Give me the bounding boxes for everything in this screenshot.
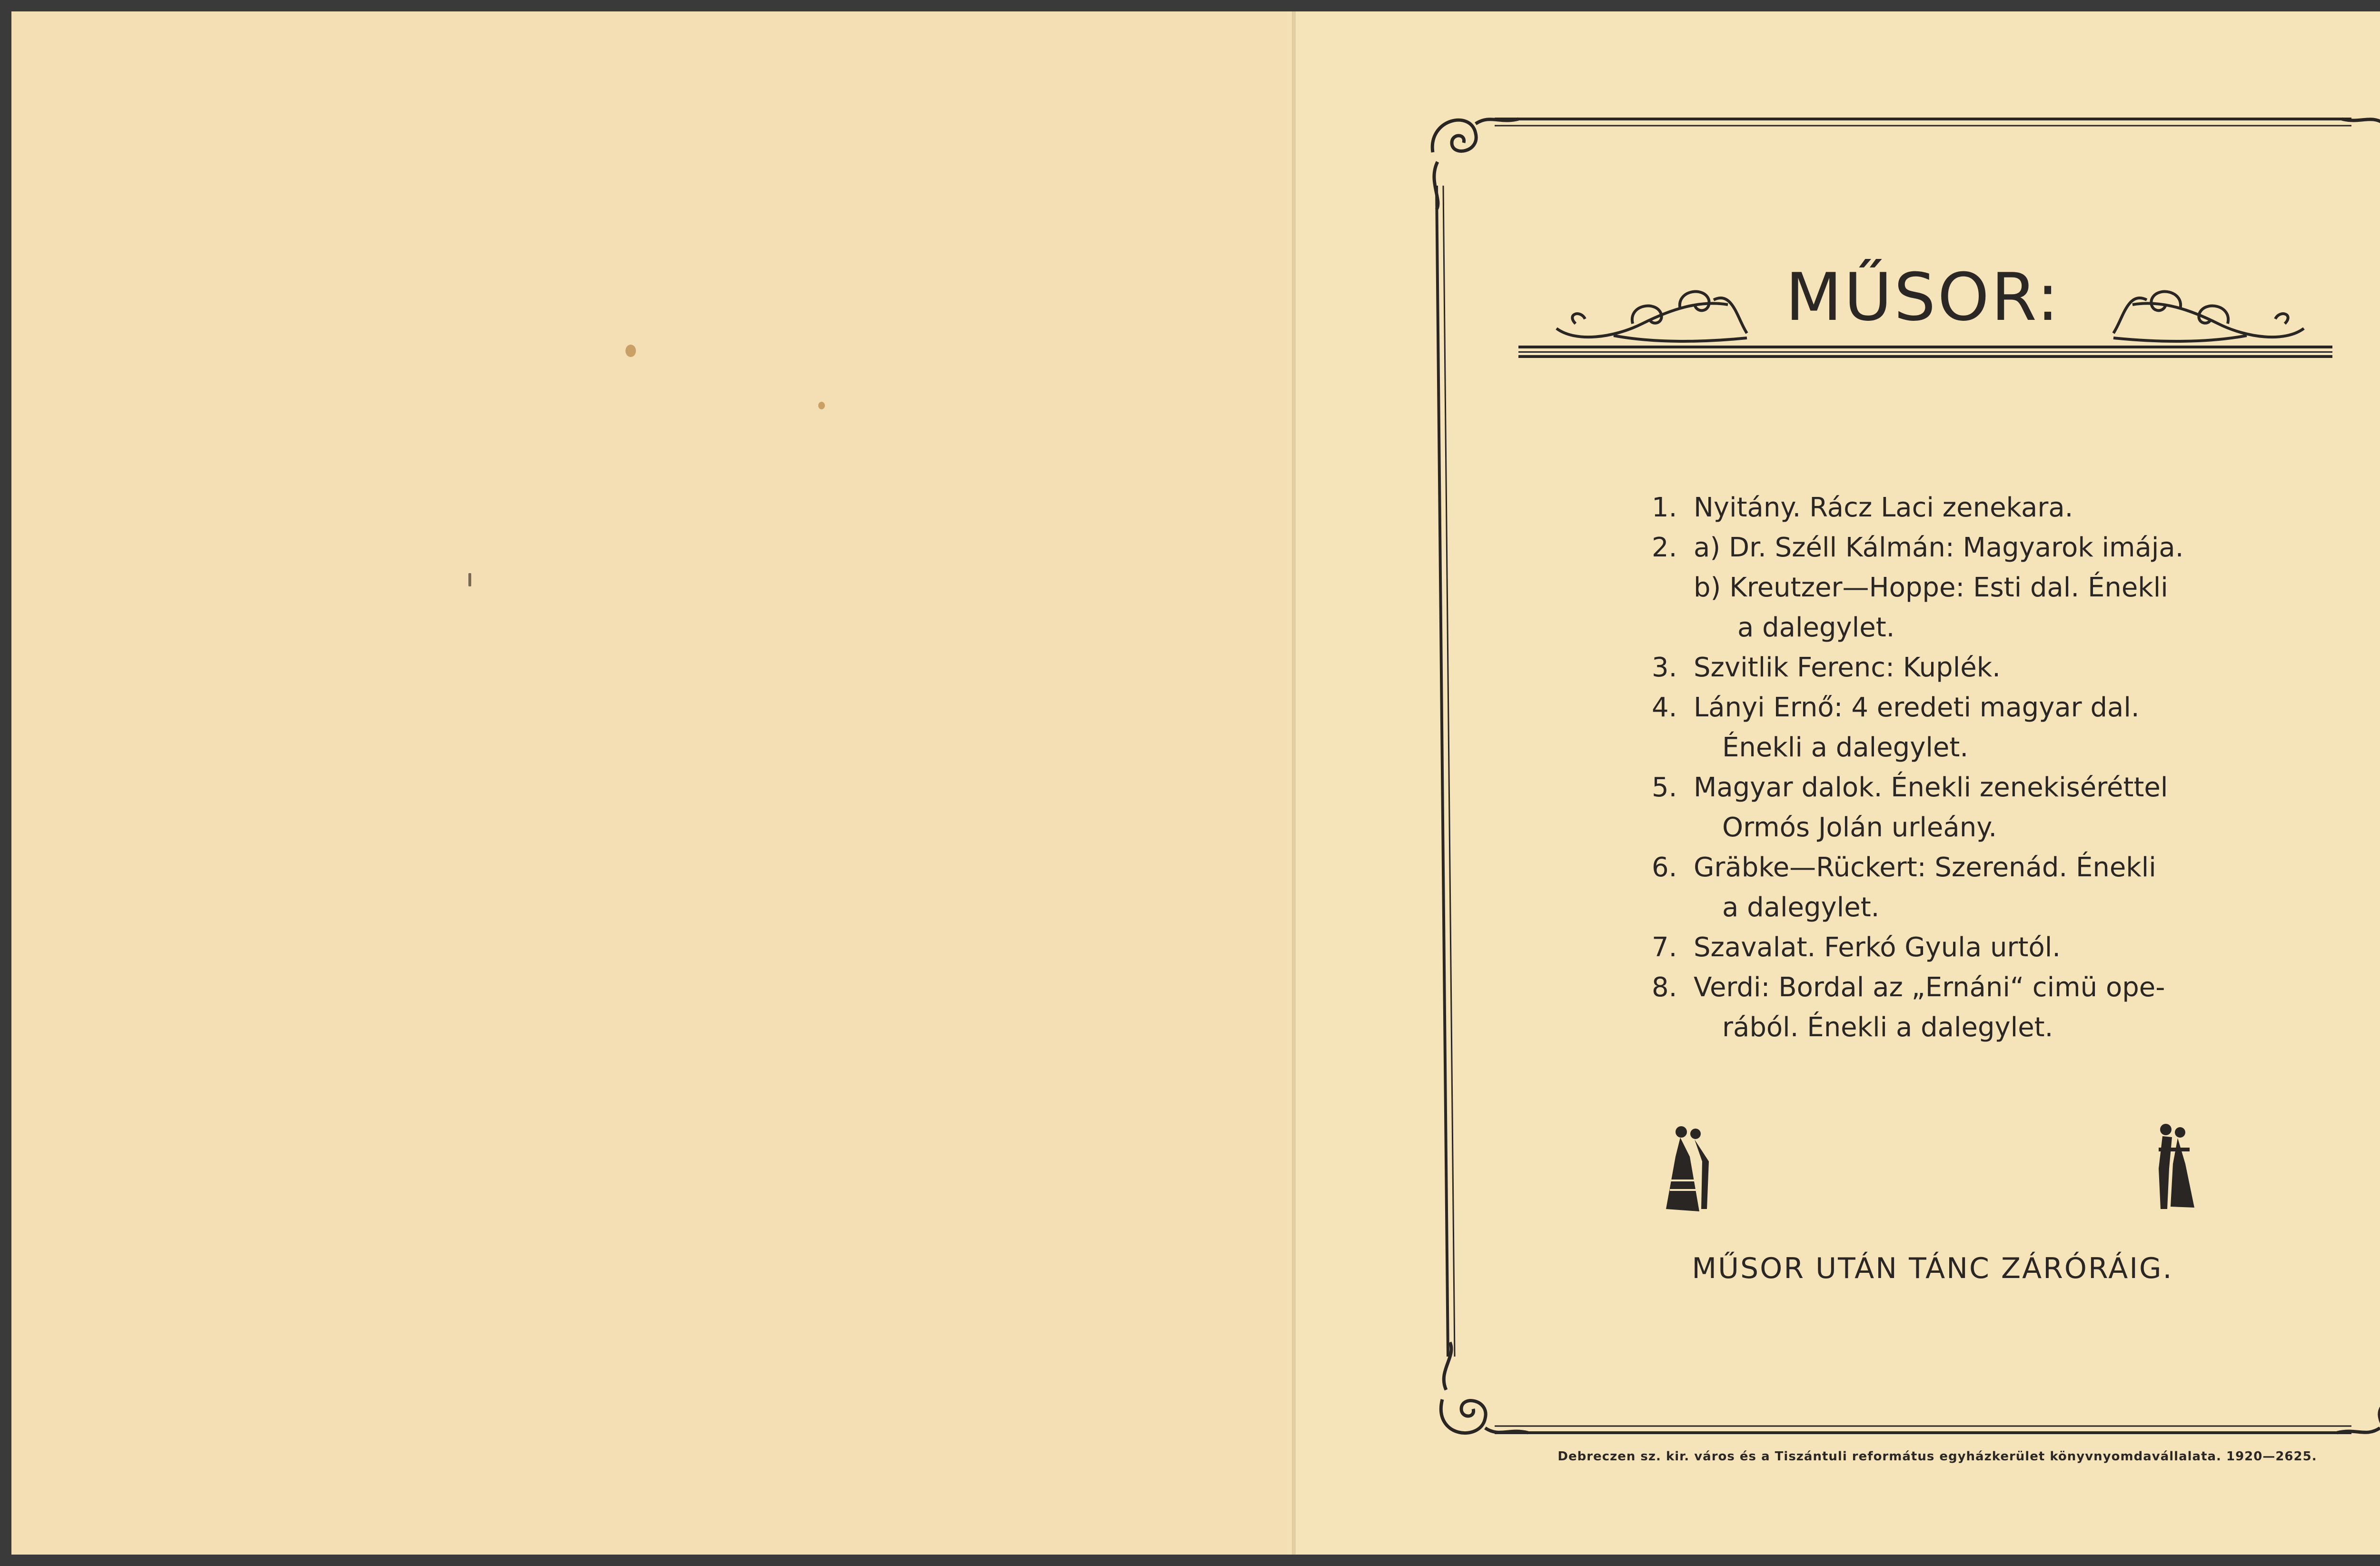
dancing-couple-icon — [1661, 1123, 1718, 1214]
item-number: 8. — [1652, 972, 1677, 1003]
after-program-note: MŰSOR UTÁN TÁNC ZÁRÓRÁIG. — [1692, 1252, 2173, 1285]
corner-ornament-top-left — [1432, 119, 1518, 209]
item-line: Nyitány. Rácz Laci zenekara. — [1694, 492, 2073, 523]
program-item — [1652, 848, 2251, 928]
program-title: MŰSOR: — [1785, 259, 2061, 336]
paper-mark — [468, 573, 471, 586]
dancing-couple-icon — [2144, 1121, 2202, 1211]
item-number: 7. — [1652, 932, 1677, 963]
item-line: a dalegylet. — [1722, 892, 1880, 923]
ornament-right-icon — [2113, 292, 2304, 341]
item-number: 5. — [1652, 772, 1677, 803]
item-line: Énekli a dalegylet. — [1722, 732, 1969, 763]
ornament-left-icon — [1557, 292, 1747, 341]
item-line: rából. Énekli a dalegylet. — [1722, 1012, 2053, 1043]
item-number: 2. — [1652, 532, 1677, 563]
program-item — [1652, 648, 2251, 688]
item-line: a) Dr. Széll Kálmán: Magyarok imája. — [1694, 532, 2184, 563]
printer-imprint: Debreczen sz. kir. város és a Tiszántuli református egyházkerület könyvnyomdavállalata. 1920—2625. — [1557, 1449, 2317, 1464]
program-item — [1652, 688, 2251, 768]
item-line: Verdi: Bordal az „Ernáni“ cimü ope- — [1694, 972, 2165, 1003]
item-number: 3. — [1652, 652, 1677, 683]
item-line: Ormós Jolán urleány. — [1722, 812, 1997, 843]
program-list — [1652, 488, 2251, 1048]
left-page-blank — [11, 11, 1287, 1555]
item-line: Gräbke—Rückert: Szerenád. Énekli — [1694, 852, 2156, 883]
corner-ornament-bottom-right — [2337, 1342, 2380, 1433]
title-underline — [1518, 345, 2332, 359]
program-item — [1652, 488, 2251, 528]
paper-spot — [818, 402, 825, 409]
item-line: Szavalat. Ferkó Gyula urtól. — [1694, 932, 2061, 963]
item-number: 6. — [1652, 852, 1677, 883]
item-number: 4. — [1652, 692, 1677, 723]
program-item — [1652, 928, 2251, 968]
program-item — [1652, 528, 2251, 648]
item-line: b) Kreutzer—Hoppe: Esti dal. Énekli — [1694, 572, 2168, 603]
center-fold — [1292, 11, 1296, 1555]
paper-spot — [625, 345, 636, 357]
item-line: Lányi Ernő: 4 eredeti magyar dal. — [1694, 692, 2140, 723]
program-item — [1652, 768, 2251, 848]
program-item — [1652, 968, 2251, 1048]
item-line: a dalegylet. — [1737, 612, 1895, 643]
item-line: Szvitlik Ferenc: Kuplék. — [1694, 652, 2001, 683]
item-number: 1. — [1652, 492, 1677, 523]
item-line: Magyar dalok. Énekli zenekiséréttel — [1694, 772, 2168, 803]
corner-ornament-top-right — [2342, 119, 2380, 209]
